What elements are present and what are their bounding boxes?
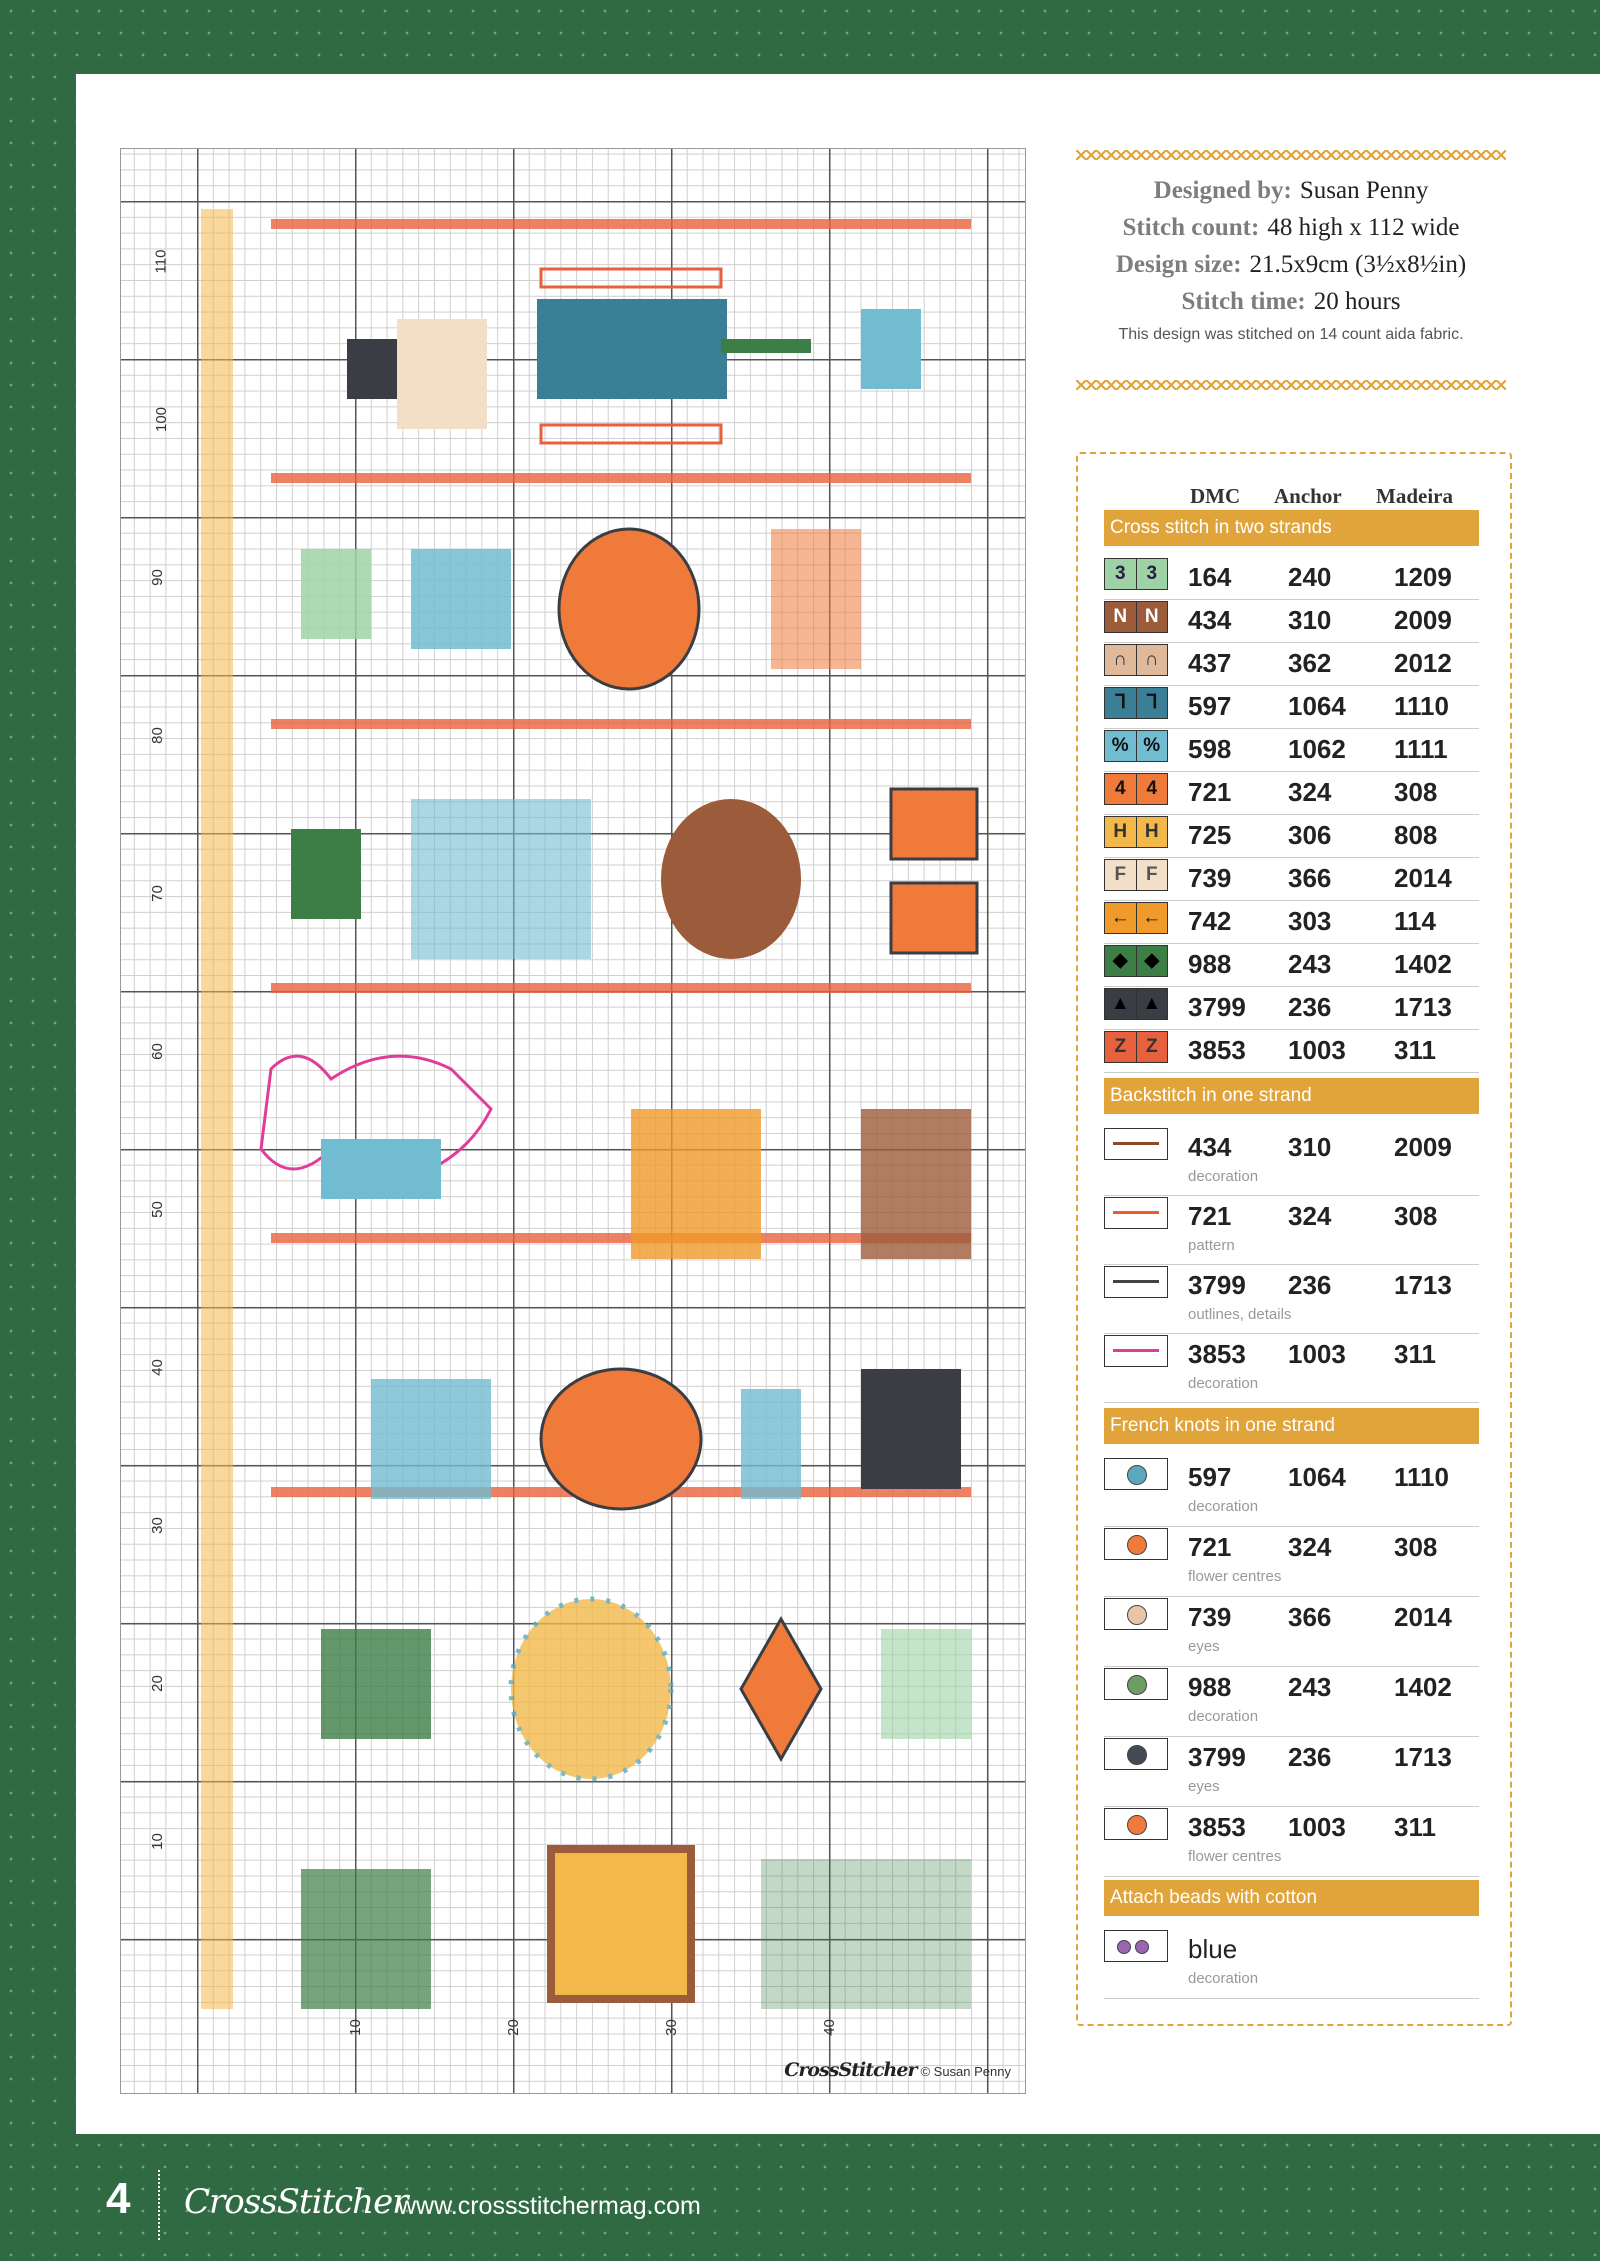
cross-stitch-chart bbox=[120, 148, 1026, 2094]
swatch-symbol: 4 bbox=[1105, 774, 1137, 804]
backstitch-swatch bbox=[1104, 1197, 1168, 1229]
y-tick: 90 bbox=[148, 569, 166, 586]
dmc-number: 721 bbox=[1188, 777, 1232, 807]
key-row-french-knot bbox=[1104, 1456, 1479, 1527]
design-info bbox=[1076, 172, 1506, 344]
swatch-symbol: ᒣ bbox=[1145, 692, 1158, 713]
swatch-symbol: ▲ bbox=[1105, 989, 1137, 1019]
madeira-number: 1209 bbox=[1394, 562, 1452, 592]
key-note: eyes bbox=[1188, 1778, 1220, 1795]
madeira-number: 311 bbox=[1394, 1812, 1436, 1842]
y-tick: 110 bbox=[152, 249, 170, 274]
swatch-symbol: Z bbox=[1145, 1036, 1158, 1057]
stitch-count bbox=[1076, 209, 1506, 246]
key-row-backstitch bbox=[1104, 1126, 1479, 1196]
key-note: pattern bbox=[1188, 1237, 1235, 1254]
madeira-number: 308 bbox=[1394, 1532, 1438, 1562]
dmc-number: 434 bbox=[1188, 605, 1232, 635]
y-tick: 70 bbox=[148, 885, 166, 902]
anchor-number: 236 bbox=[1288, 1742, 1332, 1772]
anchor-number: 243 bbox=[1288, 1672, 1332, 1702]
key-note: decoration bbox=[1188, 1498, 1259, 1515]
dmc-number: 3799 bbox=[1188, 992, 1246, 1022]
website-link[interactable]: www.crossstitchermag.com bbox=[398, 2192, 701, 2220]
section-header: French knots in one strand bbox=[1104, 1408, 1479, 1444]
key-row-cross bbox=[1104, 943, 1479, 987]
dmc-number: 3853 bbox=[1188, 1035, 1246, 1065]
key-row-backstitch bbox=[1104, 1195, 1479, 1265]
anchor-number: 324 bbox=[1288, 777, 1332, 807]
dmc-number: 434 bbox=[1188, 1132, 1232, 1162]
key-note: flower centres bbox=[1188, 1848, 1282, 1865]
key-row-cross bbox=[1104, 771, 1479, 815]
swatch-symbol: F bbox=[1145, 864, 1158, 885]
dmc-number: 164 bbox=[1188, 562, 1232, 592]
madeira-number: 1713 bbox=[1394, 992, 1452, 1022]
info-label: Designed by: bbox=[1153, 177, 1292, 204]
french-knot-icon bbox=[1127, 1535, 1147, 1555]
section-header: Backstitch in one strand bbox=[1104, 1078, 1479, 1114]
key-row-cross bbox=[1104, 986, 1479, 1030]
anchor-number: 1062 bbox=[1288, 734, 1346, 764]
french-knot-icon bbox=[1127, 1465, 1147, 1485]
key-note: eyes bbox=[1188, 1638, 1220, 1655]
key-row-cross bbox=[1104, 900, 1479, 944]
french-knot-icon bbox=[1127, 1815, 1147, 1835]
key-row-cross bbox=[1104, 857, 1479, 901]
backstitch-line-icon bbox=[1113, 1211, 1159, 1214]
dmc-number: 597 bbox=[1188, 1462, 1232, 1492]
madeira-number: 1111 bbox=[1394, 734, 1448, 764]
key-row-cross bbox=[1104, 642, 1479, 686]
key-note: decoration bbox=[1188, 1375, 1259, 1392]
stitch-swatch bbox=[1104, 601, 1168, 633]
info-label: Stitch count: bbox=[1122, 214, 1260, 241]
anchor-number: 324 bbox=[1288, 1532, 1332, 1562]
zigzag-divider bbox=[1076, 150, 1506, 160]
y-tick: 100 bbox=[153, 406, 171, 433]
fabric-note: This design was stitched on 14 count aida fabric. bbox=[1118, 326, 1464, 343]
madeira-number: 311 bbox=[1394, 1035, 1436, 1065]
dmc-number: 437 bbox=[1188, 648, 1232, 678]
col-dmc: DMC bbox=[1190, 484, 1241, 508]
backstitch-swatch bbox=[1104, 1128, 1168, 1160]
backstitch-swatch bbox=[1104, 1266, 1168, 1298]
dmc-number: 597 bbox=[1188, 691, 1232, 721]
stitch-swatch bbox=[1104, 816, 1168, 848]
madeira-number: 1110 bbox=[1394, 1462, 1449, 1492]
french-knot-swatch bbox=[1104, 1458, 1168, 1490]
key-row-french-knot bbox=[1104, 1526, 1479, 1597]
dmc-number: 739 bbox=[1188, 1602, 1232, 1632]
y-tick: 60 bbox=[148, 1043, 166, 1060]
anchor-number: 1064 bbox=[1288, 691, 1346, 721]
bead-swatch bbox=[1104, 1930, 1168, 1962]
madeira-number: 1402 bbox=[1394, 1672, 1452, 1702]
y-tick: 20 bbox=[148, 1675, 166, 1692]
madeira-number: 114 bbox=[1394, 906, 1436, 936]
madeira-number: 2009 bbox=[1394, 1132, 1452, 1162]
anchor-number: 240 bbox=[1288, 562, 1332, 592]
key-row-french-knot bbox=[1104, 1596, 1479, 1667]
bead-label: blue bbox=[1188, 1934, 1238, 1964]
stitch-swatch bbox=[1104, 902, 1168, 934]
page-number: 4 bbox=[106, 2174, 131, 2223]
swatch-symbol: Z bbox=[1105, 1032, 1137, 1062]
info-value: Susan Penny bbox=[1299, 177, 1429, 204]
key-row-cross bbox=[1104, 1029, 1479, 1073]
col-anchor: Anchor bbox=[1274, 484, 1342, 508]
chart-credit bbox=[784, 2059, 1011, 2081]
dmc-number: 3799 bbox=[1188, 1270, 1246, 1300]
dmc-number: 725 bbox=[1188, 820, 1232, 850]
key-note: decoration bbox=[1188, 1708, 1259, 1725]
key-note: outlines, details bbox=[1188, 1306, 1292, 1323]
anchor-number: 366 bbox=[1288, 863, 1332, 893]
thread-key bbox=[1076, 452, 1512, 2026]
swatch-symbol: 3 bbox=[1105, 559, 1137, 589]
key-row-cross bbox=[1104, 814, 1479, 858]
info-label: Stitch time: bbox=[1181, 288, 1306, 315]
x-tick: 10 bbox=[346, 2019, 364, 2036]
anchor-number: 362 bbox=[1288, 648, 1332, 678]
footer-divider bbox=[158, 2170, 162, 2240]
x-tick: 20 bbox=[504, 2019, 522, 2036]
brand-logo: CrossStitcher bbox=[184, 2182, 408, 2222]
key-row-french-knot bbox=[1104, 1666, 1479, 1737]
swatch-symbol: 4 bbox=[1146, 778, 1158, 799]
col-madeira: Madeira bbox=[1376, 484, 1453, 508]
chart-motifs bbox=[121, 149, 1025, 2093]
stitch-time bbox=[1076, 283, 1506, 320]
french-knot-swatch bbox=[1104, 1668, 1168, 1700]
stitch-swatch bbox=[1104, 644, 1168, 676]
designed-by bbox=[1076, 172, 1506, 209]
anchor-number: 1064 bbox=[1288, 1462, 1346, 1492]
french-knot-icon bbox=[1127, 1605, 1147, 1625]
page-footer bbox=[0, 2160, 1600, 2260]
key-row-backstitch bbox=[1104, 1333, 1479, 1403]
swatch-symbol: % bbox=[1143, 735, 1161, 756]
swatch-symbol: H bbox=[1105, 817, 1137, 847]
dmc-number: 598 bbox=[1188, 734, 1232, 764]
swatch-symbol: ∩ bbox=[1144, 649, 1159, 670]
anchor-number: 236 bbox=[1288, 992, 1332, 1022]
swatch-symbol: ◆ bbox=[1105, 946, 1137, 976]
dmc-number: 739 bbox=[1188, 863, 1232, 893]
swatch-symbol: 3 bbox=[1146, 563, 1158, 584]
swatch-symbol: ∩ bbox=[1105, 645, 1137, 675]
key-row-backstitch bbox=[1104, 1264, 1479, 1334]
swatch-symbol: H bbox=[1144, 821, 1159, 842]
info-value: 21.5x9cm (3½x8½in) bbox=[1249, 251, 1467, 278]
key-note: flower centres bbox=[1188, 1568, 1282, 1585]
y-tick: 30 bbox=[148, 1517, 166, 1534]
x-tick: 40 bbox=[820, 2019, 838, 2036]
backstitch-line-icon bbox=[1113, 1142, 1159, 1145]
info-value: 20 hours bbox=[1313, 288, 1401, 315]
info-value: 48 high x 112 wide bbox=[1267, 214, 1460, 241]
french-knot-swatch bbox=[1104, 1528, 1168, 1560]
dmc-number: 3853 bbox=[1188, 1812, 1246, 1842]
madeira-number: 311 bbox=[1394, 1339, 1436, 1369]
anchor-number: 310 bbox=[1288, 1132, 1332, 1162]
magazine-page bbox=[76, 74, 1600, 2134]
anchor-number: 310 bbox=[1288, 605, 1332, 635]
swatch-symbol: F bbox=[1105, 860, 1137, 890]
french-knot-swatch bbox=[1104, 1598, 1168, 1630]
bead-icon bbox=[1135, 1940, 1149, 1954]
stitch-swatch bbox=[1104, 988, 1168, 1020]
anchor-number: 306 bbox=[1288, 820, 1332, 850]
swatch-symbol: ◆ bbox=[1144, 950, 1160, 971]
key-row-french-knot bbox=[1104, 1736, 1479, 1807]
y-tick: 80 bbox=[148, 727, 166, 744]
madeira-number: 1713 bbox=[1394, 1270, 1452, 1300]
stitch-swatch bbox=[1104, 1031, 1168, 1063]
french-knot-swatch bbox=[1104, 1808, 1168, 1840]
french-knot-icon bbox=[1127, 1745, 1147, 1765]
madeira-number: 1110 bbox=[1394, 691, 1449, 721]
backstitch-swatch bbox=[1104, 1335, 1168, 1367]
y-tick: 50 bbox=[148, 1201, 166, 1218]
swatch-symbol: N bbox=[1144, 606, 1159, 627]
dmc-number: 3799 bbox=[1188, 1742, 1246, 1772]
design-size bbox=[1076, 246, 1506, 283]
y-tick: 40 bbox=[148, 1359, 166, 1376]
french-knot-icon bbox=[1127, 1675, 1147, 1695]
madeira-number: 2012 bbox=[1394, 648, 1452, 678]
dmc-number: 721 bbox=[1188, 1201, 1232, 1231]
madeira-number: 2014 bbox=[1394, 863, 1452, 893]
madeira-number: 2009 bbox=[1394, 605, 1452, 635]
anchor-number: 1003 bbox=[1288, 1035, 1346, 1065]
dmc-number: 988 bbox=[1188, 1672, 1232, 1702]
stitch-swatch bbox=[1104, 730, 1168, 762]
swatch-symbol: N bbox=[1105, 602, 1137, 632]
madeira-number: 308 bbox=[1394, 777, 1438, 807]
backstitch-line-icon bbox=[1113, 1280, 1159, 1283]
key-note: decoration bbox=[1188, 1970, 1259, 1987]
anchor-number: 1003 bbox=[1288, 1812, 1346, 1842]
anchor-number: 366 bbox=[1288, 1602, 1332, 1632]
key-row-french-knot bbox=[1104, 1806, 1479, 1877]
key-row-cross bbox=[1104, 685, 1479, 729]
key-row-bead bbox=[1104, 1928, 1479, 1999]
key-note: decoration bbox=[1188, 1168, 1259, 1185]
dmc-number: 742 bbox=[1188, 906, 1232, 936]
swatch-symbol: ← bbox=[1142, 907, 1162, 928]
x-tick: 30 bbox=[662, 2019, 680, 2036]
section-header: Cross stitch in two strands bbox=[1104, 510, 1479, 546]
section-header: Attach beads with cotton bbox=[1104, 1880, 1479, 1916]
dmc-number: 721 bbox=[1188, 1532, 1232, 1562]
y-tick: 10 bbox=[148, 1833, 166, 1850]
madeira-number: 1402 bbox=[1394, 949, 1452, 979]
madeira-number: 2014 bbox=[1394, 1602, 1452, 1632]
chart-credit-text: © Susan Penny bbox=[920, 2064, 1011, 2079]
key-row-cross bbox=[1104, 556, 1479, 600]
anchor-number: 236 bbox=[1288, 1270, 1332, 1300]
madeira-number: 308 bbox=[1394, 1201, 1438, 1231]
chart-brand: CrossStitcher bbox=[784, 2059, 917, 2081]
dmc-number: 988 bbox=[1188, 949, 1232, 979]
madeira-number: 1713 bbox=[1394, 1742, 1452, 1772]
bead-icon bbox=[1117, 1940, 1131, 1954]
anchor-number: 324 bbox=[1288, 1201, 1332, 1231]
swatch-symbol: % bbox=[1105, 731, 1137, 761]
stitch-swatch bbox=[1104, 945, 1168, 977]
zigzag-divider bbox=[1076, 380, 1506, 390]
french-knot-swatch bbox=[1104, 1738, 1168, 1770]
info-label: Design size: bbox=[1115, 251, 1242, 278]
anchor-number: 303 bbox=[1288, 906, 1332, 936]
anchor-number: 1003 bbox=[1288, 1339, 1346, 1369]
anchor-number: 243 bbox=[1288, 949, 1332, 979]
stitch-swatch bbox=[1104, 773, 1168, 805]
key-row-cross bbox=[1104, 599, 1479, 643]
stitch-swatch bbox=[1104, 558, 1168, 590]
stitch-swatch bbox=[1104, 859, 1168, 891]
dmc-number: 3853 bbox=[1188, 1339, 1246, 1369]
key-row-cross bbox=[1104, 728, 1479, 772]
swatch-symbol: ▲ bbox=[1142, 993, 1162, 1014]
stitch-swatch bbox=[1104, 687, 1168, 719]
madeira-number: 808 bbox=[1394, 820, 1438, 850]
backstitch-line-icon bbox=[1113, 1349, 1159, 1352]
swatch-symbol: ᒣ bbox=[1105, 688, 1137, 718]
swatch-symbol: ← bbox=[1105, 903, 1137, 933]
